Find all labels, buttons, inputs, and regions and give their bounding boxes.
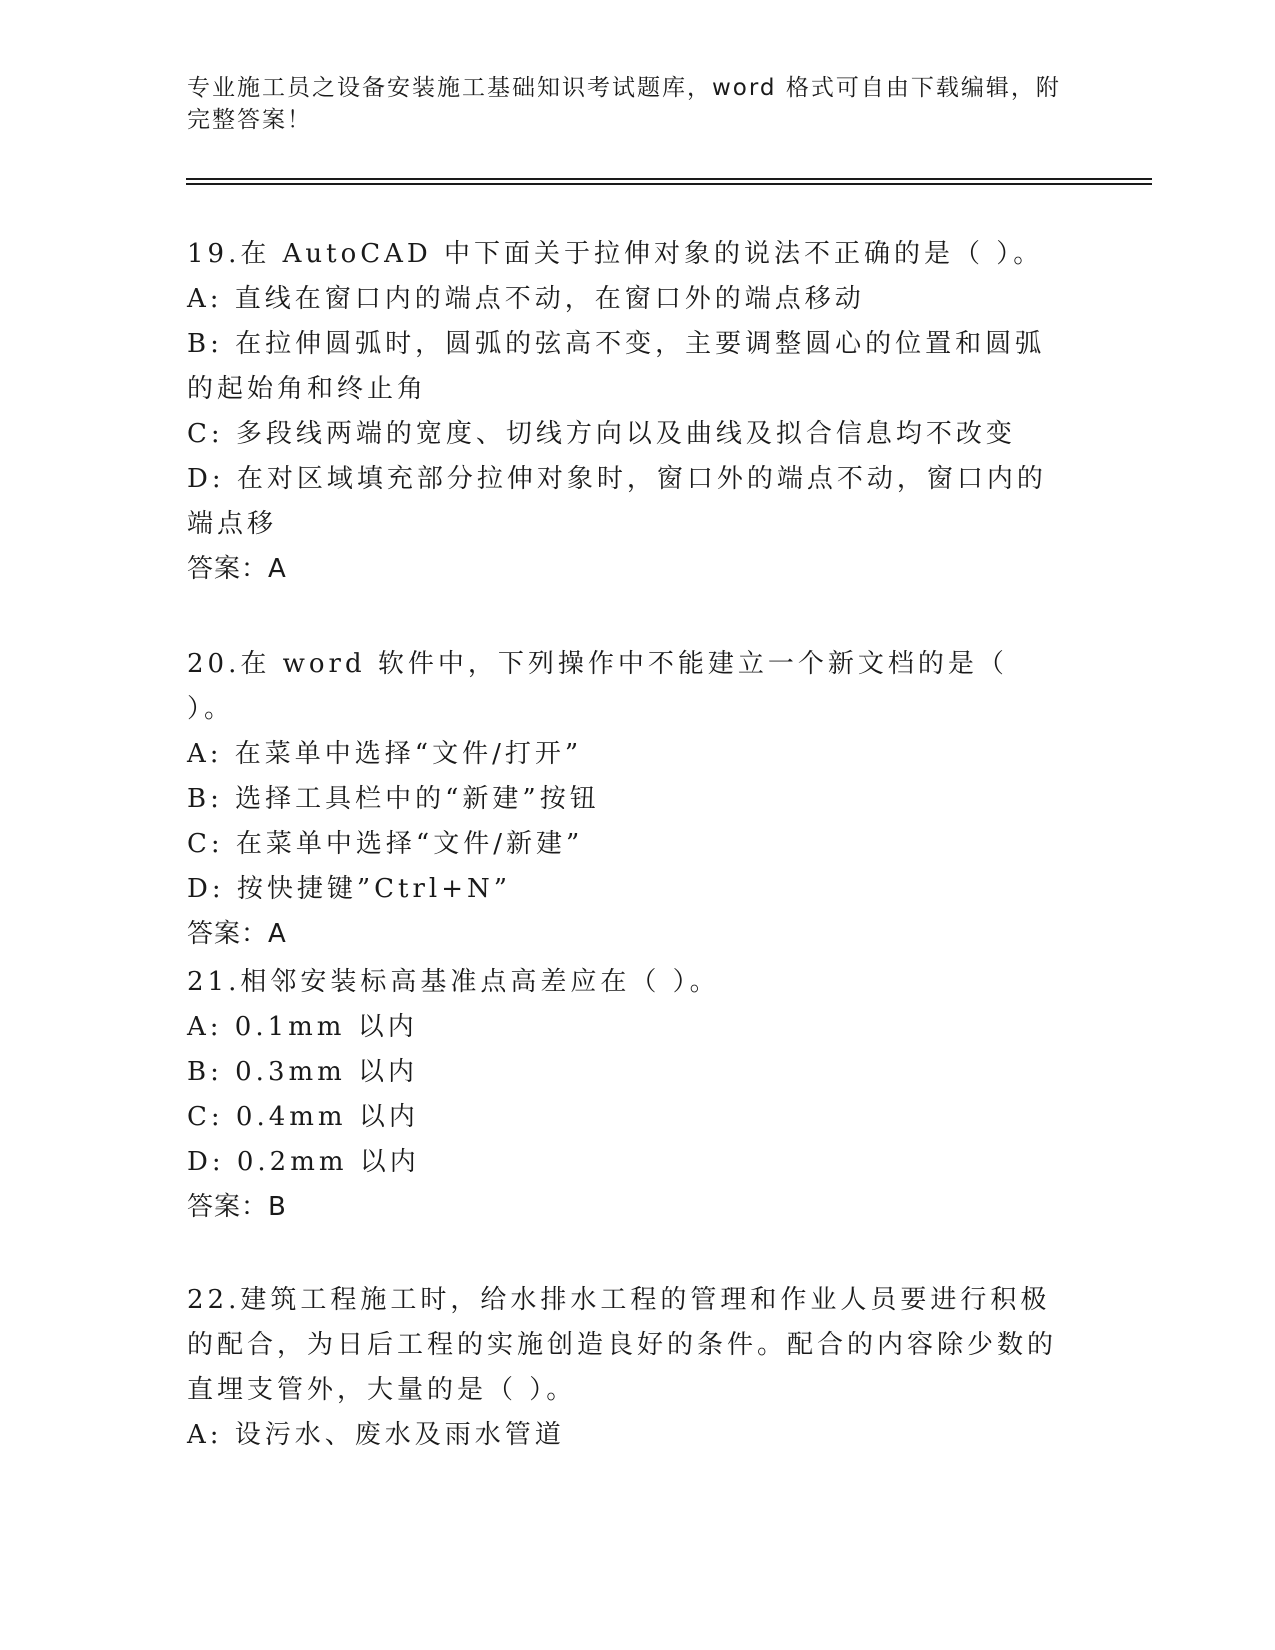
question-20 [187, 642, 1067, 957]
question-stem: 22.建筑工程施工时，给水排水工程的管理和作业人员要进行积极的配合，为日后工程的实施创造良好的条件。配合的内容除少数的直埋支管外，大量的是（ ）。 [187, 1285, 1058, 1405]
question-stem: 21.相邻安装标高基准点高差应在（ ）。 [187, 967, 720, 997]
question-21 [187, 960, 1067, 1230]
header-divider-top [186, 178, 1152, 180]
option-d: D: 0.2mm 以内 [187, 1147, 420, 1177]
option-b: B: 选择工具栏中的“新建”按钮 [187, 784, 600, 814]
answer: 答案：A [187, 919, 287, 949]
option-a: A: 直线在窗口内的端点不动，在窗口外的端点移动 [187, 284, 865, 314]
option-c: C: 0.4mm 以内 [187, 1102, 419, 1132]
answer: 答案：B [187, 1192, 287, 1222]
answer: 答案：A [187, 554, 287, 584]
document-header: 专业施工员之设备安装施工基础知识考试题库，word 格式可自由下载编辑，附完整答案！ [187, 75, 1061, 133]
header-divider-bottom [186, 183, 1152, 185]
option-a: A: 在菜单中选择“文件/打开” [187, 739, 583, 769]
option-d: D: 在对区域填充部分拉伸对象时，窗口外的端点不动，窗口内的端点移 [187, 464, 1047, 539]
option-c: C: 多段线两端的宽度、切线方向以及曲线及拟合信息均不改变 [187, 419, 1016, 449]
option-b: B: 在拉伸圆弧时，圆弧的弦高不变，主要调整圆心的位置和圆弧的起始角和终止角 [187, 329, 1046, 404]
option-c: C: 在菜单中选择“文件/新建” [187, 829, 584, 859]
question-19 [187, 232, 1067, 592]
question-stem: 20.在 word 软件中，下列操作中不能建立一个新文档的是（ ）。 [187, 649, 1008, 724]
option-a: A: 0.1mm 以内 [187, 1012, 418, 1042]
question-22 [187, 1278, 1067, 1458]
option-b: B: 0.3mm 以内 [187, 1057, 419, 1087]
option-a: A: 设污水、废水及雨水管道 [187, 1420, 565, 1450]
question-stem: 19.在 AutoCAD 中下面关于拉伸对象的说法不正确的是（ ）。 [187, 239, 1044, 269]
option-d: D: 按快捷键”Ctrl+N” [187, 874, 512, 904]
